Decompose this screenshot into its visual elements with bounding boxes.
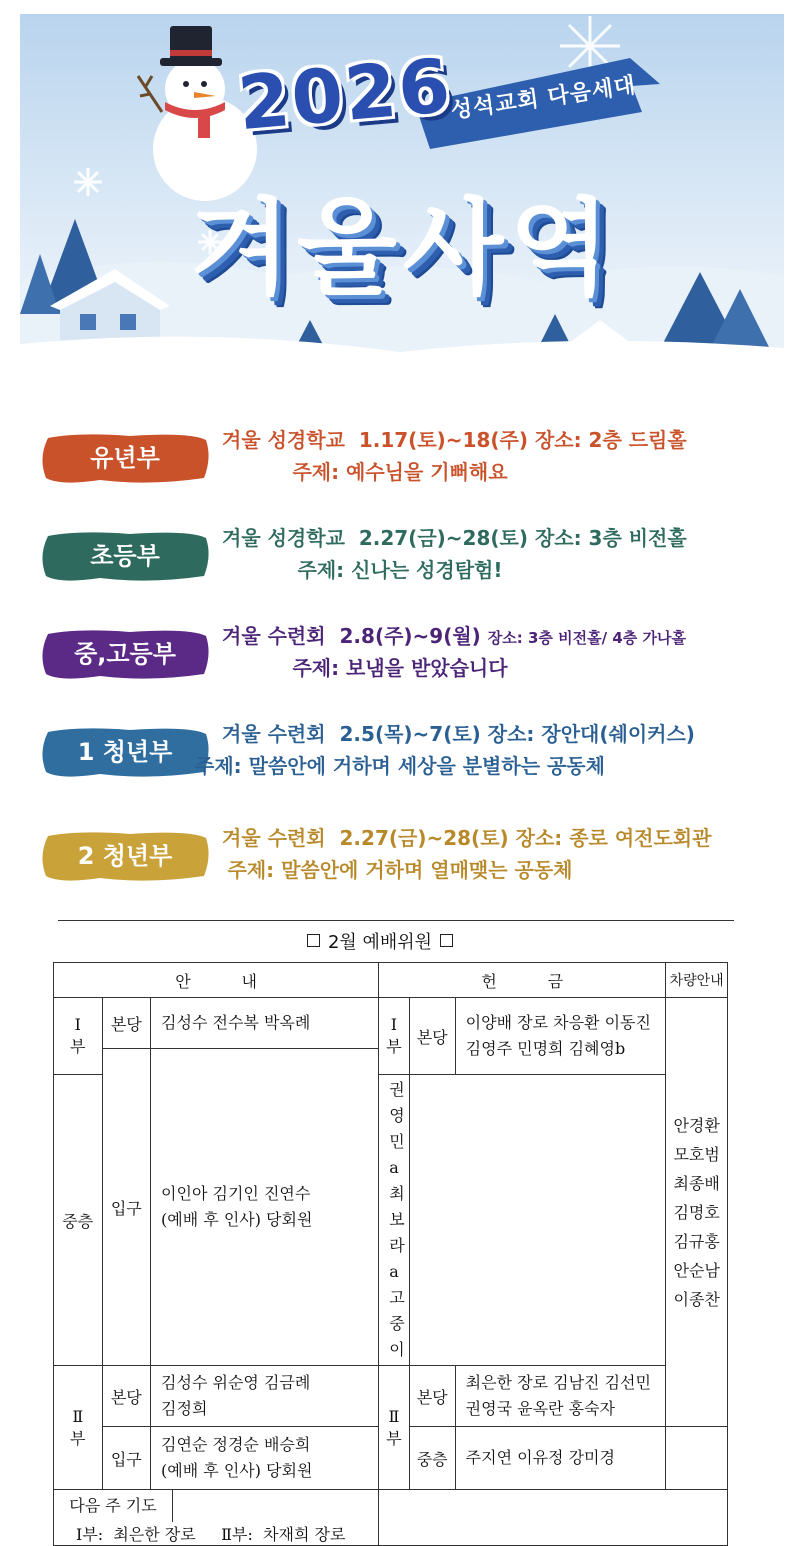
department-name: 유년부: [90, 444, 160, 472]
department-event-line: [222, 522, 687, 551]
department-theme: 주제: 말씀안에 거하며 세상을 분별하는 공동체: [195, 754, 605, 778]
department-row: [0, 424, 800, 494]
names-cell: [455, 1366, 666, 1427]
prayer-cell-empty: [379, 1490, 728, 1546]
event-place: 장소: 2층 드림홀: [534, 428, 687, 452]
names-line: 이인아 김기인 진연수: [161, 1184, 311, 1203]
vehicle-list-end: [666, 1427, 728, 1490]
location-label: 본당: [409, 1366, 455, 1427]
names-line: (예배 후 인사) 당회원: [161, 1461, 313, 1480]
driver-name: 김규홍: [673, 1231, 720, 1251]
location-label: 중층: [409, 1427, 455, 1490]
names-line: 김정희: [161, 1399, 208, 1418]
vehicle-list: [666, 998, 728, 1427]
driver-name: 안경환: [673, 1115, 720, 1135]
department-row: [0, 718, 800, 788]
department-name: 초등부: [90, 542, 160, 570]
location-label: 입구: [102, 1427, 151, 1490]
event-dates: 2.5(목)~7(토): [339, 722, 481, 746]
driver-name: 이종찬: [673, 1289, 720, 1309]
prayer-text: Ⅰ부: 최은한 장로 Ⅱ부: 차재희 장로: [76, 1525, 346, 1544]
worship-duty-table: [53, 962, 728, 1546]
hero-banner: [20, 14, 784, 368]
event-dates: 2.8(주)~9(월): [339, 624, 481, 648]
prayer-cell: [54, 1490, 379, 1546]
department-row: [0, 522, 800, 592]
prayer-row: [54, 1490, 728, 1546]
department-theme: 주제: 보냄을 받았습니다: [292, 656, 508, 680]
department-row: [0, 822, 800, 892]
location-label: 본당: [102, 1366, 151, 1427]
names-cell: [151, 1366, 379, 1427]
banner-title: 겨울사역: [190, 187, 616, 309]
square-bullet-icon: [307, 934, 320, 947]
names-line: 김영주 민명희 김혜영b: [465, 1039, 626, 1058]
names-line: 이양배 장로 차응환 이동진: [465, 1013, 651, 1032]
department-name: 1 청년부: [77, 738, 173, 766]
department-event-line: [222, 424, 687, 453]
names-cell: 주지연 이유정 강미경: [455, 1427, 666, 1490]
event-name: 겨울 성경학교: [222, 526, 345, 550]
department-theme: 주제: 말씀안에 거하며 열매맺는 공동체: [227, 858, 573, 882]
names-line: 김연순 정경순 배승희: [161, 1435, 311, 1454]
prayer-label: 다음 주 기도: [54, 1490, 173, 1522]
part-1-label: Ⅰ 부: [54, 998, 103, 1075]
department-row: [0, 620, 800, 690]
event-dates: 2.27(금)~28(토): [358, 526, 528, 550]
department-event-line: [222, 620, 686, 649]
names-cell: 권영민a 최보라a 고중이: [379, 1075, 409, 1366]
banner-ribbon-text: 성석교회 다음세대: [449, 73, 638, 124]
names-line: 김성수 위순영 김금례: [161, 1373, 311, 1392]
department-name: 2 청년부: [77, 842, 173, 870]
banner-year: 2026: [234, 42, 456, 148]
names-line: 권영국 윤옥란 홍숙자: [465, 1399, 615, 1418]
header-vehicle: 차량안내: [666, 963, 728, 998]
names-line: (예배 후 인사) 당회원: [161, 1210, 313, 1229]
driver-name: 모호범: [673, 1144, 720, 1164]
driver-name: 김명호: [673, 1202, 720, 1222]
event-name: 겨울 수련회: [222, 624, 326, 648]
location-label: 본당: [102, 998, 151, 1049]
department-event-line: [222, 822, 711, 851]
location-label: 본당: [409, 998, 455, 1075]
part-2-label: Ⅱ 부: [379, 1366, 409, 1490]
driver-name: 안순남: [673, 1260, 720, 1280]
names-line: 최은한 장로 김남진 김선민: [465, 1373, 651, 1392]
department-theme: 주제: 신나는 성경탐험!: [297, 558, 503, 582]
table-row: [54, 998, 728, 1049]
event-name: 겨울 수련회: [222, 826, 326, 850]
department-event-line: [222, 718, 695, 747]
event-place: 장소: 종로 여전도회관: [515, 826, 712, 850]
event-place: 장소: 3층 비전홀: [534, 526, 687, 550]
department-name: 중,고등부: [74, 640, 176, 668]
names-cell: 김성수 전수복 박옥례: [151, 998, 379, 1049]
event-dates: 2.27(금)~28(토): [339, 826, 509, 850]
event-place: 장소: 3층 비전홀/ 4층 가나홀: [487, 629, 686, 647]
part-1-label: Ⅰ 부: [379, 998, 409, 1075]
event-name: 겨울 수련회: [222, 722, 326, 746]
event-name: 겨울 성경학교: [222, 428, 345, 452]
names-cell: [151, 1049, 379, 1366]
part-2-label: Ⅱ 부: [54, 1366, 103, 1490]
section-divider: [58, 920, 734, 921]
header-offering: 헌 금: [379, 963, 666, 998]
duty-title-text: 2월 예배위원: [327, 932, 433, 953]
department-theme: 주제: 예수님을 기뻐해요: [292, 460, 508, 484]
table-row: [54, 1366, 728, 1427]
location-label: 입구: [102, 1049, 151, 1366]
event-dates: 1.17(토)~18(주): [358, 428, 528, 452]
header-guide: 안 내: [54, 963, 379, 998]
square-bullet-icon: [440, 934, 453, 947]
names-cell: [455, 998, 666, 1075]
table-header-row: [54, 963, 728, 998]
duty-table-title: [0, 928, 760, 954]
event-place: 장소: 장안대(쉐이커스): [487, 722, 695, 746]
names-cell: [151, 1427, 379, 1490]
location-label: 중층: [54, 1075, 103, 1366]
driver-name: 최종배: [673, 1173, 720, 1193]
